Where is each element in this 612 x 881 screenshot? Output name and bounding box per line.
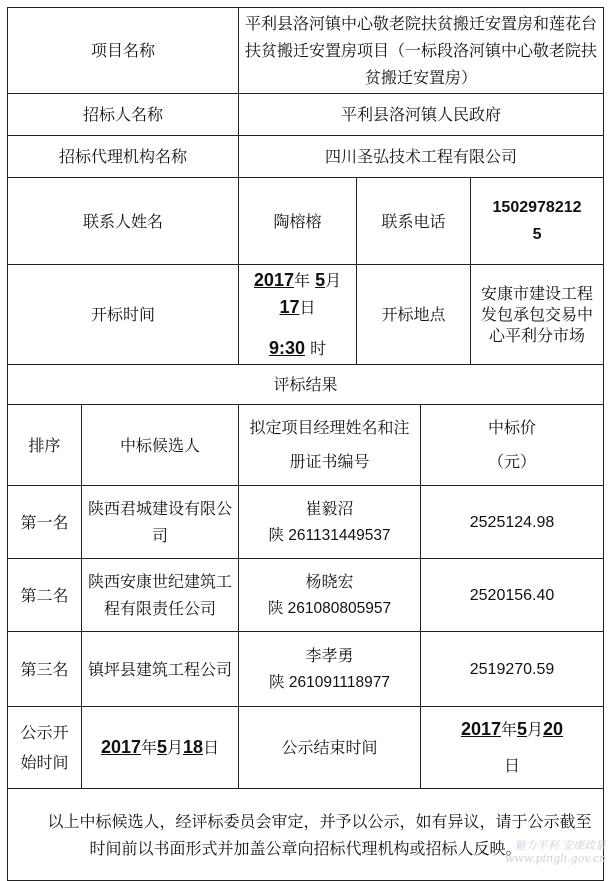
- row-contact: [8, 178, 604, 265]
- table-row: [8, 486, 604, 559]
- publicity-end-day: 20: [543, 719, 564, 739]
- bid-result-document: [7, 7, 603, 859]
- candidate-manager: [239, 559, 421, 632]
- candidate-price: 2520156.40: [421, 559, 604, 632]
- watermark-line1: 魅力平利 安康政量: [514, 839, 606, 852]
- open-day-unit: 日: [299, 298, 316, 317]
- candidate-rank: 第三名: [8, 632, 82, 707]
- open-clock-time: 9:30: [268, 338, 305, 358]
- publicity-end-value: [421, 707, 604, 789]
- candidate-company: 陕西君城建设有限公司: [82, 486, 239, 559]
- candidate-company: 陕西安康世纪建筑工程有限责任公司: [82, 559, 239, 632]
- candidate-rank: 第二名: [8, 559, 82, 632]
- agency-value: 四川圣弘技术工程有限公司: [239, 136, 604, 178]
- publicity-start-year-unit: 年: [140, 738, 157, 757]
- price-header-label: 中标价: [488, 418, 537, 437]
- open-place-value: 安康市建设工程发包承包交易中心平利分市场: [471, 265, 604, 365]
- contact-phone-label: 联系电话: [357, 178, 471, 265]
- candidate-company: 镇坪县建筑工程公司: [82, 632, 239, 707]
- candidate-manager: [239, 486, 421, 559]
- contact-name-label: 联系人姓名: [8, 178, 239, 265]
- open-year: 2017: [253, 270, 294, 290]
- open-date: [244, 267, 351, 321]
- site-watermark: [505, 839, 606, 865]
- manager-name: 崔毅沼: [305, 499, 354, 518]
- contact-phone-text: 1502978212 5: [492, 199, 582, 243]
- publicity-start-day-unit: 日: [203, 738, 220, 757]
- table-row: [8, 559, 604, 632]
- candidate-rank: 第一名: [8, 486, 82, 559]
- result-heading: 评标结果: [8, 365, 604, 405]
- publicity-end-label: 公示结束时间: [239, 707, 421, 789]
- manager-cert: 陕 261080805957: [267, 600, 392, 617]
- publicity-start-year: 2017: [100, 737, 141, 757]
- col-header-price: [421, 405, 604, 486]
- publicity-end-year-unit: 年: [501, 720, 518, 739]
- col-header-rank: 排序: [8, 405, 82, 486]
- col-header-candidate: 中标候选人: [82, 405, 239, 486]
- bidder-label: 招标人名称: [8, 94, 239, 136]
- watermark-line2: www.pingli.gov.cn: [505, 852, 606, 865]
- candidate-price: 2519270.59: [421, 632, 604, 707]
- project-name-value: 平利县洛河镇中心敬老院扶贫搬迁安置房和莲花台扶贫搬迁安置房项目（一标段洛河镇中心敬老院扶贫搬迁安置房）: [239, 8, 604, 94]
- bidder-value: 平利县洛河镇人民政府: [239, 94, 604, 136]
- contact-name-value: 陶榕榕: [239, 178, 357, 265]
- publicity-note-text: 以上中标候选人，经评标委员会审定，并予以公示，如有异议，请于公示截至时间前以书面形式并加盖公章向招标代理机构或招标人反映。: [47, 811, 592, 858]
- publicity-end-year: 2017: [460, 719, 501, 739]
- open-month-unit: 月: [325, 271, 342, 290]
- table-row: [8, 632, 604, 707]
- publicity-start-day: 18: [183, 737, 204, 757]
- row-agency: [8, 136, 604, 178]
- publicity-start-month-unit: 月: [167, 738, 184, 757]
- publicity-end-day-unit: 日: [504, 756, 521, 775]
- open-clock-unit: 时: [310, 339, 327, 358]
- row-opening: [8, 265, 604, 365]
- price-header-unit: （元）: [488, 452, 537, 471]
- open-month: 5: [315, 270, 326, 290]
- col-header-manager: 拟定项目经理姓名和注册证书编号: [239, 405, 421, 486]
- row-result-header: [8, 405, 604, 486]
- row-project-name: [8, 8, 604, 94]
- project-name-label: 项目名称: [8, 8, 239, 94]
- publicity-end-month-unit: 月: [527, 720, 544, 739]
- publicity-start-label: 公示开始时间: [8, 707, 82, 789]
- open-clock: [244, 335, 351, 362]
- manager-cert: 陕 261091118977: [269, 674, 390, 691]
- publicity-start-value: [82, 707, 239, 789]
- bid-result-table: [7, 7, 604, 881]
- open-time-label: 开标时间: [8, 265, 239, 365]
- open-time-value: [239, 265, 357, 365]
- contact-phone-value: [471, 178, 604, 265]
- candidate-manager: [239, 632, 421, 707]
- open-place-label: 开标地点: [357, 265, 471, 365]
- row-bidder: [8, 94, 604, 136]
- manager-name: 李孝勇: [305, 646, 354, 665]
- open-day: 17: [279, 297, 300, 317]
- manager-cert: 陕 261131449537: [268, 527, 391, 544]
- manager-name: 杨晓宏: [305, 572, 354, 591]
- publicity-start-month: 5: [157, 737, 168, 757]
- row-result-heading: [8, 365, 604, 405]
- open-year-unit: 年: [293, 271, 310, 290]
- agency-label: 招标代理机构名称: [8, 136, 239, 178]
- row-publicity: [8, 707, 604, 789]
- publicity-end-month: 5: [517, 719, 528, 739]
- candidate-price: 2525124.98: [421, 486, 604, 559]
